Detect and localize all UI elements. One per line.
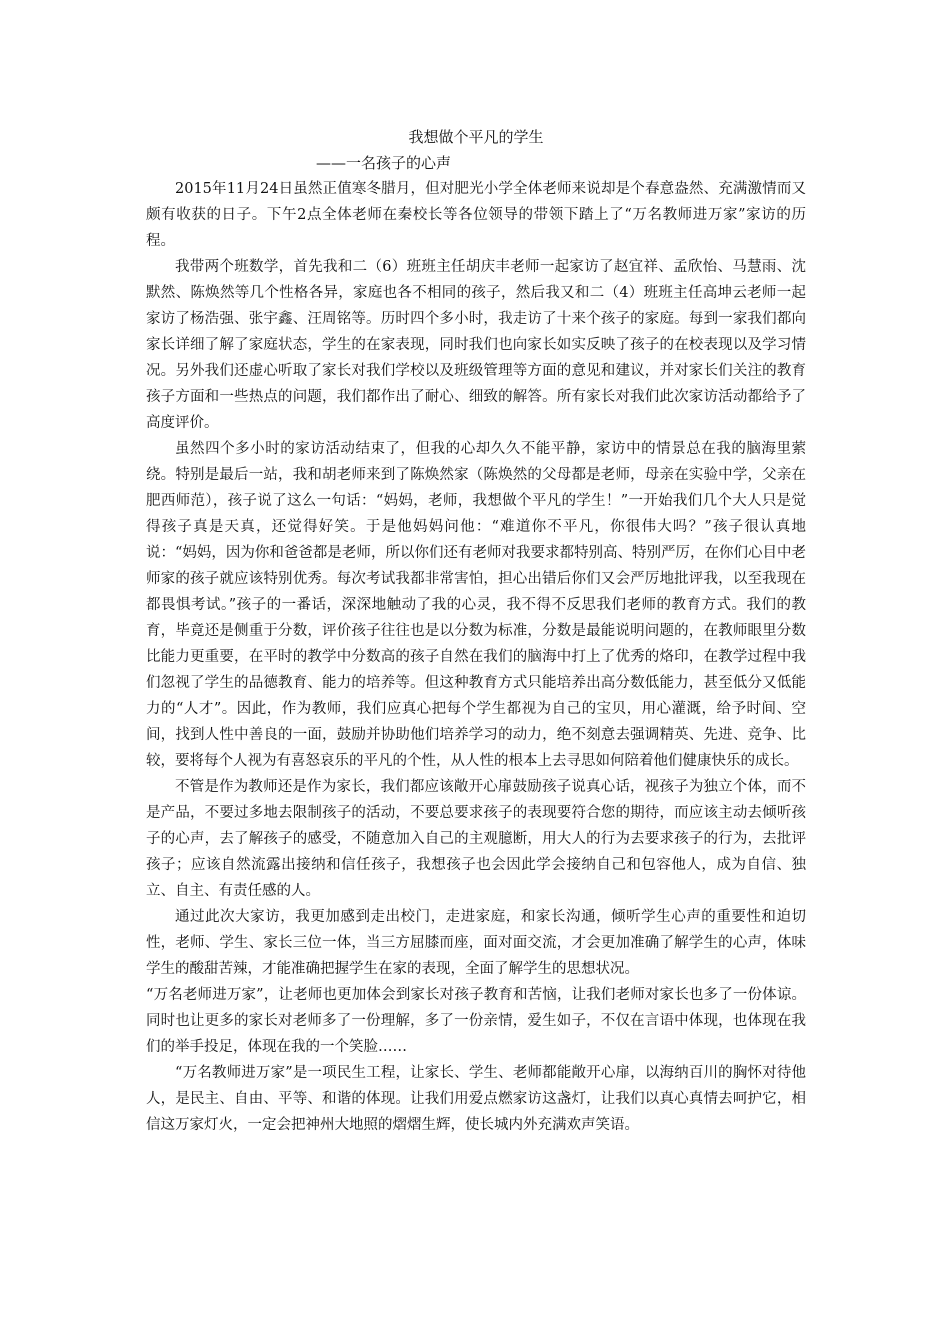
paragraph-3: 虽然四个多小时的家访活动结束了，但我的心却久久不能平静，家访中的情景总在我的脑海里萦绕。特别是最后一站，我和胡老师来到了陈焕然家（陈焕然的父母都是老师，母亲在实验中学，父亲在肥西师范），孩子说了这么一句话：“妈妈，老师，我想做个平凡的学生！”一开始我们几个大人只是觉得孩子真是天真，还觉得好笑。于是他妈妈问他：“难道你不平凡，你很伟大吗？”孩子很认真地说：“妈妈，因为你和爸爸都是老师，所以你们还有老师对我要求都特别高、特别严厉，在你们心目中老师家的孩子就应该特别优秀。每次考试我都非常害怕，担心出错后你们又会严厉地批评我，以至我现在都畏惧考试。”孩子的一番话，深深地触动了我的心灵，我不得不反思我们老师的教育方式。我们的教育，毕竟还是侧重于分数，评价孩子往往也是以分数为标准，分数是最能说明问题的，在教师眼里分数比能力更重要，在平时的教学中分数高的孩子自然在我们的脑海中打上了优秀的烙印，在教学过程中我们忽视了学生的品德教育、能力的培养等。但这种教育方式只能培养出高分数低能力，甚至低分又低能力的“人才”。因此，作为教师，我们应真心把每个学生都视为自己的宝贝，用心灌溉，给予时间、空间，找到人性中善良的一面，鼓励并协助他们培养学习的动力，绝不刻意去强调精英、先进、竞争、比较，要将每个人视为有喜怒哀乐的平凡的个性，从人性的根本上去寻思如何陪着他们健康快乐的成长。: [146, 441, 806, 769]
document-subtitle: ——一名孩子的心声: [316, 154, 452, 172]
paragraph-5: 通过此次大家访，我更加感到走出校门，走进家庭，和家长沟通，倾听学生心声的重要性和迫切性，老师、学生、家长三位一体，当三方屈膝而座，面对面交流，才会更加准确了解学生的心声，体味学生的酸甜苦辣，才能准确把握学生在家的表现，全面了解学生的思想状况。: [146, 909, 806, 977]
document-body: [146, 124, 806, 1138]
paragraph-2: 我带两个班数学，首先我和二（6）班班主任胡庆丰老师一起家访了赵宜祥、孟欣怡、马慧雨、沈默然、陈焕然等几个性格各异，家庭也各不相同的孩子，然后我又和二（4）班班主任高坤云老师一起家访了杨浩强、张宇鑫、汪周铭等。历时四个多小时，我走访了十来个孩子的家庭。每到一家我们都向家长详细了解了家庭状态，学生的在家表现，同时我们也向家长如实反映了孩子的在校表现以及学习情况。另外我们还虚心听取了家长对我们学校以及班级管理等方面的意见和建议，并对家长们关注的教育孩子方面和一些热点的问题，我们都作出了耐心、细致的解答。所有家长对我们此次家访活动都给予了高度评价。: [146, 259, 806, 431]
paragraph-4: 不管是作为教师还是作为家长，我们都应该敞开心扉鼓励孩子说真心话，视孩子为独立个体，而不是产品，不要过多地去限制孩子的活动，不要总要求孩子的表现要符合您的期待，而应该主动去倾听孩子的心声，去了解孩子的感受，不随意加入自己的主观臆断，用大人的行为去要求孩子的行为，去批评孩子；应该自然流露出接纳和信任孩子，我想孩子也会因此学会接纳自己和包容他人，成为自信、独立、自主、有责任感的人。: [146, 779, 806, 899]
document-title: 我想做个平凡的学生: [408, 128, 544, 146]
paragraph-7: “万名教师进万家”是一项民生工程，让家长、学生、老师都能敞开心扉，以海纳百川的胸怀对待他人，是民主、自由、平等、和谐的体现。让我们用爱点燃家访这盏灯，让我们以真心真情去呵护它，相信这万家灯火，一定会把神州大地照的熠熠生辉，使长城内外充满欢声笑语。: [146, 1065, 806, 1133]
paragraph-6: “万名老师进万家”，让老师也更加体会到家长对孩子教育和苦恼，让我们老师对家长也多了一份体谅。同时也让更多的家长对老师多了一份理解，多了一份亲情，爱生如子，不仅在言语中体现，也体现在我们的举手投足，体现在我的一个笑脸……: [146, 987, 806, 1055]
paragraph-1: 2015年11月24日虽然正值寒冬腊月，但对肥光小学全体老师来说却是个春意盎然、充满激情而又颇有收获的日子。下午2点全体老师在秦校长等各位领导的带领下踏上了“万名教师进万家”家访的历程。: [146, 181, 806, 249]
